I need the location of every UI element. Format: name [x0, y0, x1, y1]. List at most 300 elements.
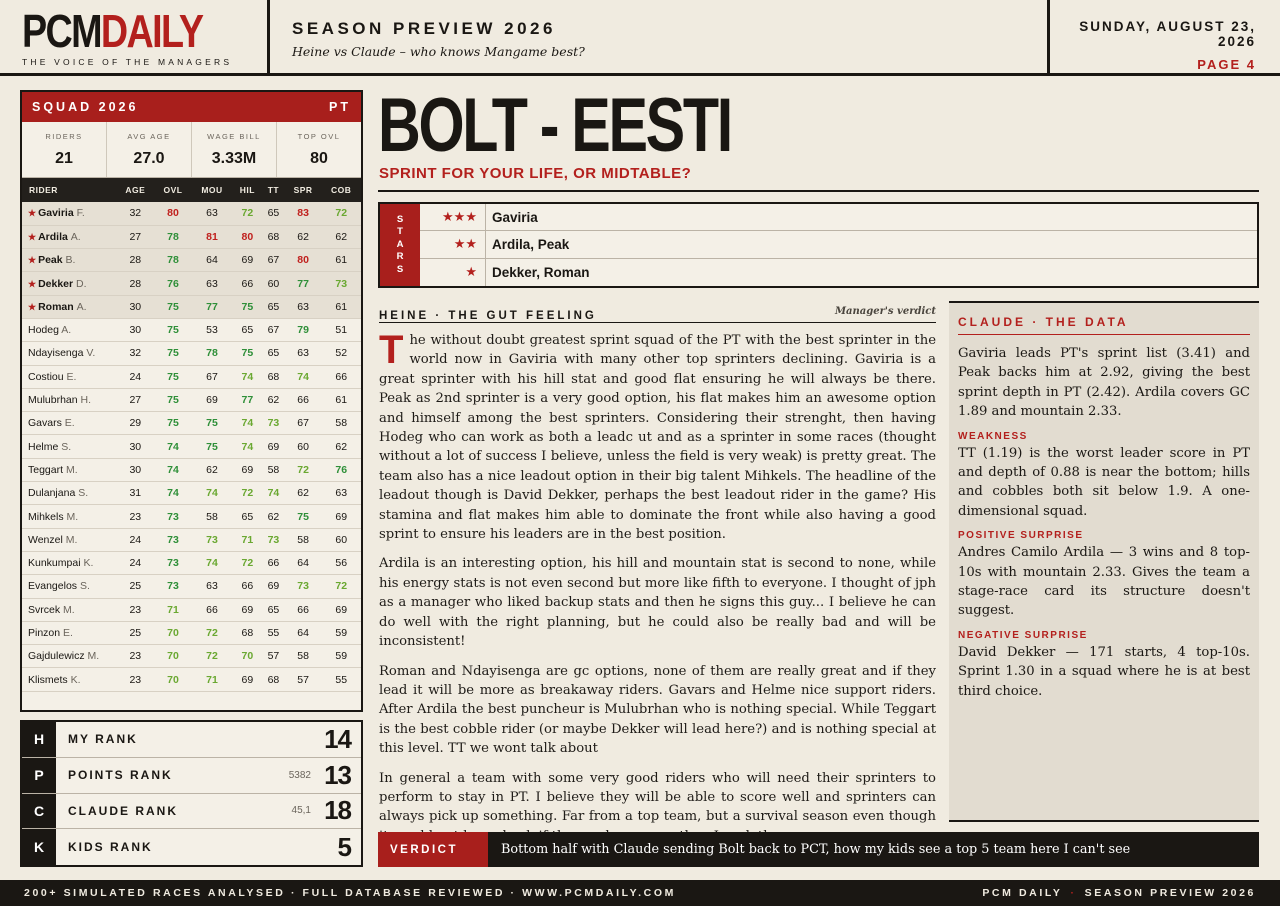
rider-tt: 67 — [262, 249, 285, 272]
claude-title: CLAUDE · THE DATA — [958, 315, 1250, 335]
squad-division: PT — [329, 100, 351, 114]
rider-hil: 69 — [233, 598, 262, 621]
rank-panel — [20, 720, 363, 867]
issue-info — [1047, 0, 1280, 73]
rider-tt: 68 — [262, 365, 285, 388]
stat-label: TOP OVL — [297, 132, 341, 141]
stars-box — [378, 202, 1259, 288]
rider-name: Dulanjana — [28, 487, 76, 500]
rider-tt: 62 — [262, 505, 285, 528]
rider-ovl: 70 — [155, 645, 192, 668]
side-letter: R — [396, 251, 404, 263]
rider-spr: 75 — [285, 505, 322, 528]
article-kicker: HEINE · THE GUT FEELING — [379, 310, 597, 322]
rider-row[interactable] — [22, 202, 361, 225]
rider-initial: M. — [63, 603, 75, 616]
rider-name-cell — [22, 505, 116, 528]
article-body — [379, 328, 936, 856]
section-title: SEASON PREVIEW 2026 — [292, 19, 556, 38]
rider-cob: 62 — [321, 225, 361, 248]
rider-row[interactable] — [22, 412, 361, 435]
col-age[interactable]: AGE — [116, 178, 155, 202]
rider-initial: B. — [65, 254, 76, 267]
rider-name-cell — [22, 272, 116, 295]
rider-age: 30 — [116, 295, 155, 318]
rider-initial: A. — [76, 300, 87, 313]
rider-name-cell — [22, 202, 116, 225]
rider-cob: 61 — [321, 249, 361, 272]
rider-spr: 64 — [285, 551, 322, 574]
rider-name-cell — [22, 435, 116, 458]
rider-row[interactable] — [22, 249, 361, 272]
rider-tt: 65 — [262, 342, 285, 365]
rider-initial: D. — [76, 277, 87, 290]
rider-row[interactable] — [22, 225, 361, 248]
rider-cob: 63 — [321, 482, 361, 505]
drop-cap: T — [379, 328, 404, 372]
rider-cob: 58 — [321, 412, 361, 435]
side-letter: S — [396, 213, 404, 225]
squad-title: SQUAD 2026 — [32, 100, 139, 114]
rider-name: Dekker — [38, 277, 74, 290]
rank-letter: P — [22, 758, 56, 793]
rider-cob: 69 — [321, 598, 361, 621]
rider-mou: 69 — [191, 388, 232, 411]
rider-initial: M. — [65, 533, 78, 546]
rider-spr: 57 — [285, 668, 322, 691]
rider-ovl: 74 — [155, 458, 192, 481]
rider-age: 27 — [116, 225, 155, 248]
rider-spr: 83 — [285, 202, 322, 225]
rider-ovl: 78 — [155, 249, 192, 272]
rider-spr: 64 — [285, 621, 322, 644]
rank-row-points — [22, 758, 361, 794]
col-hil[interactable]: HIL — [233, 178, 262, 202]
rider-hil: 75 — [233, 295, 262, 318]
col-ovl[interactable]: OVL — [155, 178, 192, 202]
rider-ovl: 78 — [155, 225, 192, 248]
rider-name: Wenzel — [28, 533, 63, 546]
rider-ovl: 73 — [155, 551, 192, 574]
rider-initial: E. — [66, 370, 77, 383]
positive-surprise-label: POSITIVE SURPRISE — [958, 530, 1084, 542]
rider-initial: A. — [70, 230, 81, 243]
rank-value: 13 — [324, 759, 351, 790]
rider-hil: 77 — [233, 388, 262, 411]
rider-age: 23 — [116, 598, 155, 621]
rider-mou: 72 — [191, 645, 232, 668]
footer-title: SEASON PREVIEW 2026 — [1084, 887, 1256, 899]
rider-name-cell — [22, 458, 116, 481]
squad-header — [22, 92, 361, 122]
rider-spr: 63 — [285, 342, 322, 365]
article-header — [379, 304, 936, 323]
rider-hil: 80 — [233, 225, 262, 248]
rider-name: Mulubrhan — [28, 394, 78, 407]
rider-name: Costiou — [28, 370, 64, 383]
section-subtitle: Heine vs Claude – who knows Mangame best? — [292, 44, 585, 59]
rider-row[interactable] — [22, 645, 361, 668]
rider-name-cell — [22, 388, 116, 411]
stat-value: 27.0 — [133, 150, 165, 167]
rider-hil: 72 — [233, 551, 262, 574]
rider-mou: 63 — [191, 575, 232, 598]
rider-spr: 62 — [285, 225, 322, 248]
rider-cob: 72 — [321, 575, 361, 598]
rider-name-cell — [22, 249, 116, 272]
rider-tt: 73 — [262, 412, 285, 435]
rider-initial: K. — [83, 557, 94, 570]
rider-row[interactable] — [22, 575, 361, 598]
rider-name: Pinzon — [28, 626, 61, 639]
rider-age: 27 — [116, 388, 155, 411]
rider-name: Klismets — [28, 673, 68, 686]
col-mou[interactable]: MOU — [191, 178, 232, 202]
article-paragraph: Ardila is an interesting option, his hill and mountain stat is second to none, while his energy stats is not even second but more like fifth to everyone. I thought of jph as a manager who liked backup stats and then he signs this guy... I believe he can do well with the right planning, but he could also be really bad and will be inconsistent! — [379, 556, 936, 650]
rider-age: 24 — [116, 528, 155, 551]
star-rating: ★ — [420, 259, 486, 286]
rank-sub: 5382 — [288, 769, 311, 781]
rider-table — [22, 178, 361, 692]
col-tt[interactable]: TT — [262, 178, 285, 202]
rider-tt: 65 — [262, 202, 285, 225]
rider-row[interactable] — [22, 365, 361, 388]
stat-value: 3.33M — [211, 150, 257, 167]
rider-name: Gavars — [28, 417, 62, 430]
rider-table-header — [22, 178, 361, 202]
stat-label: RIDERS — [45, 132, 83, 141]
rider-mou: 74 — [191, 482, 232, 505]
col-spr[interactable]: SPR — [285, 178, 322, 202]
rider-hil: 72 — [233, 202, 262, 225]
rank-value: 5 — [337, 831, 351, 862]
rider-cob: 59 — [321, 621, 361, 644]
rider-tt: 69 — [262, 435, 285, 458]
rider-tt: 66 — [262, 551, 285, 574]
rider-tt: 65 — [262, 598, 285, 621]
stat-riders — [22, 122, 107, 177]
rank-value: 14 — [324, 723, 351, 754]
rider-spr: 67 — [285, 412, 322, 435]
headline: BOLT - EESTI — [378, 83, 731, 168]
rank-label: MY RANK — [68, 732, 138, 747]
rider-tt: 65 — [262, 295, 285, 318]
star-riders: Gaviria — [492, 209, 538, 225]
rider-initial: M. — [87, 650, 100, 663]
rider-row[interactable] — [22, 598, 361, 621]
rider-hil: 66 — [233, 575, 262, 598]
rank-row-kids — [22, 829, 361, 865]
rider-cob: 66 — [321, 365, 361, 388]
rider-hil: 74 — [233, 435, 262, 458]
rider-ovl: 74 — [155, 482, 192, 505]
rider-name: Svrcek — [28, 603, 61, 616]
rider-spr: 73 — [285, 575, 322, 598]
rider-age: 23 — [116, 505, 155, 528]
subheadline: SPRINT FOR YOUR LIFE, OR MIDTABLE? — [379, 165, 692, 182]
rider-initial: M. — [66, 510, 79, 523]
rider-spr: 72 — [285, 458, 322, 481]
rider-name: Teggart — [28, 463, 64, 476]
rider-name-cell — [22, 225, 116, 248]
rider-hil: 72 — [233, 482, 262, 505]
rider-row[interactable] — [22, 551, 361, 574]
positive-surprise-text: Andres Camilo Ardila — 3 wins and 8 top-10s with mountain 2.33. Gives the team a stage-race card its structure doesn't suggest. — [958, 545, 1250, 619]
rider-hil: 74 — [233, 412, 262, 435]
rider-age: 24 — [116, 365, 155, 388]
rider-name-cell — [22, 412, 116, 435]
stat-wage-bill — [192, 122, 277, 177]
rider-name-cell — [22, 365, 116, 388]
rider-spr: 66 — [285, 598, 322, 621]
rank-row-claude — [22, 794, 361, 830]
rider-mou: 78 — [191, 342, 232, 365]
rider-tt: 73 — [262, 528, 285, 551]
side-letter: A — [396, 238, 404, 250]
rider-cob: 55 — [321, 668, 361, 691]
rider-hil: 69 — [233, 249, 262, 272]
rider-name: Mihkels — [28, 510, 64, 523]
rider-tt: 69 — [262, 575, 285, 598]
issue-date: SUNDAY, AUGUST 23, 2026 — [1079, 19, 1256, 49]
star-riders: Ardila, Peak — [492, 236, 570, 252]
rider-mou: 72 — [191, 621, 232, 644]
rider-name-cell — [22, 668, 116, 691]
rider-row[interactable] — [22, 528, 361, 551]
rider-hil: 71 — [233, 528, 262, 551]
rider-cob: 69 — [321, 505, 361, 528]
rider-ovl: 75 — [155, 342, 192, 365]
rider-hil: 65 — [233, 505, 262, 528]
claude-intro: Gaviria leads PT's sprint list (3.41) and Peak backs him at 2.92, giving the best sprint depth in PT (2.42). Ardila covers GC 1.89 and mountain 2.33. — [958, 346, 1250, 420]
rider-row[interactable] — [22, 435, 361, 458]
rider-table-body — [22, 202, 361, 691]
star-icon: ★ — [28, 278, 37, 289]
rider-ovl: 75 — [155, 318, 192, 341]
rider-hil: 70 — [233, 645, 262, 668]
stat-label: AVG AGE — [127, 132, 171, 141]
rider-tt: 57 — [262, 645, 285, 668]
rider-ovl: 71 — [155, 598, 192, 621]
rank-letter: K — [22, 829, 56, 865]
rider-mou: 63 — [191, 272, 232, 295]
rider-initial: K. — [70, 673, 81, 686]
stat-value: 80 — [310, 150, 328, 167]
rider-name: Ardila — [38, 230, 68, 243]
section-header — [292, 19, 585, 59]
rider-ovl: 75 — [155, 295, 192, 318]
rider-name-cell — [22, 645, 116, 668]
rider-age: 23 — [116, 645, 155, 668]
rider-row[interactable] — [22, 668, 361, 691]
rider-age: 29 — [116, 412, 155, 435]
rider-spr: 60 — [285, 435, 322, 458]
rider-initial: S. — [79, 580, 90, 593]
rider-row[interactable] — [22, 318, 361, 341]
rider-name: Kunkumpai — [28, 557, 81, 570]
rider-spr: 66 — [285, 388, 322, 411]
rider-cob: 61 — [321, 388, 361, 411]
rider-age: 25 — [116, 621, 155, 644]
rank-letter: C — [22, 794, 56, 829]
rider-mou: 81 — [191, 225, 232, 248]
rider-cob: 60 — [321, 528, 361, 551]
article-paragraph: Roman and Ndayisenga are gc options, none of them are really great and if they lead it will be more as breakaway riders. Gavars and Helme nice support riders. After Ardila the best puncheur is Mulubrhan who is nothing special. While Teggart is the best cobble rider (or maybe Dekker will lead here?) and is nothing special at this level. TT we wont talk about — [379, 663, 936, 757]
footer-brand: PCM DAILY — [982, 887, 1063, 899]
rider-hil: 65 — [233, 318, 262, 341]
article-paragraph — [379, 328, 936, 544]
col-cob[interactable]: COB — [321, 178, 361, 202]
rider-mou: 73 — [191, 528, 232, 551]
rider-hil: 68 — [233, 621, 262, 644]
rank-label: KIDS RANK — [68, 840, 153, 855]
rider-ovl: 73 — [155, 505, 192, 528]
rider-name-cell — [22, 295, 116, 318]
rider-mou: 67 — [191, 365, 232, 388]
verdict-label: VERDICT — [378, 832, 488, 867]
rider-row[interactable] — [22, 388, 361, 411]
rider-spr: 79 — [285, 318, 322, 341]
rider-mou: 62 — [191, 458, 232, 481]
claude-data-box — [949, 301, 1259, 822]
rider-mou: 58 — [191, 505, 232, 528]
rider-row[interactable] — [22, 458, 361, 481]
stars-row-1 — [420, 259, 1257, 286]
rider-mou: 75 — [191, 412, 232, 435]
rider-age: 25 — [116, 575, 155, 598]
rider-initial: M. — [65, 463, 78, 476]
rider-name-cell — [22, 551, 116, 574]
footer-left[interactable]: 200+ SIMULATED RACES ANALYSED · FULL DATABASE REVIEWED · WWW.PCMDAILY.COM — [24, 887, 676, 899]
rider-name: Hodeg — [28, 324, 59, 337]
negative-surprise-text: David Dekker — 171 starts, 4 top-10s. Sprint 1.30 in a squad where he is at best third choice. — [958, 644, 1250, 699]
masthead — [0, 0, 1280, 76]
rider-age: 32 — [116, 342, 155, 365]
footer-dot: · — [1070, 887, 1077, 899]
star-riders: Dekker, Roman — [492, 264, 590, 280]
side-letter: S — [396, 263, 404, 275]
rider-cob: 51 — [321, 318, 361, 341]
rider-ovl: 75 — [155, 388, 192, 411]
rider-age: 31 — [116, 482, 155, 505]
rider-tt: 74 — [262, 482, 285, 505]
rider-hil: 69 — [233, 458, 262, 481]
rider-row[interactable] — [22, 295, 361, 318]
rank-label: POINTS RANK — [68, 768, 173, 783]
rider-row[interactable] — [22, 342, 361, 365]
rider-row[interactable] — [22, 482, 361, 505]
rider-name-cell — [22, 598, 116, 621]
rider-cob: 73 — [321, 272, 361, 295]
star-rating: ★★ — [420, 231, 486, 257]
rider-cob: 56 — [321, 551, 361, 574]
rider-spr: 58 — [285, 645, 322, 668]
rider-initial: A. — [61, 324, 72, 337]
rider-age: 30 — [116, 318, 155, 341]
rider-name: Gajdulewicz — [28, 650, 85, 663]
rider-ovl: 75 — [155, 412, 192, 435]
paragraph-text: he without doubt greatest sprint squad of the PT with the best sprinter in the world now in Gaviria with many other top sprinters declining. Gaviria is a great sprinter with his hill stat and good flat ensuring he will always be there. Peak as 2nd sprinter is a very good option, his flat makes him an awesome option and himself among the best sprinters. Considering their strenght, then having Hodeg who can work as both a leadc ut and as a sprinter in some races (thought without a lot of success I believe, unless the field is very weak) is pretty great. The team also has a nice leadout option in their big talent Mihkels. The headline of the leadout though is David Dekker, perhaps the best leadout rider in the game? His stamina and flat makes him able to dominate the front while also having a good sprint to ensure his leaders are in the best position. — [379, 333, 936, 543]
rider-initial: S. — [78, 487, 89, 500]
rider-initial: E. — [63, 626, 73, 639]
rider-cob: 52 — [321, 342, 361, 365]
logo[interactable] — [22, 5, 223, 57]
rider-name: Peak — [38, 254, 63, 267]
rider-cob: 59 — [321, 645, 361, 668]
rider-tt: 62 — [262, 388, 285, 411]
rider-cob: 61 — [321, 295, 361, 318]
rider-mou: 75 — [191, 435, 232, 458]
weakness-text: TT (1.19) is the worst leader score in PT and depth of 0.88 is near the bottom; hills and cobbles both sit below 1.9. A one-dimensional squad. — [958, 445, 1250, 519]
logo-block — [0, 0, 270, 73]
stat-top-ovl — [277, 122, 361, 177]
rider-name-cell — [22, 621, 116, 644]
star-icon: ★ — [28, 231, 37, 242]
rider-row[interactable] — [22, 272, 361, 295]
rider-mou: 77 — [191, 295, 232, 318]
article-verdict-tag: Manager's verdict — [834, 306, 936, 317]
col-rider[interactable]: RIDER — [22, 178, 116, 202]
rider-mou: 71 — [191, 668, 232, 691]
rider-spr: 62 — [285, 482, 322, 505]
rider-age: 23 — [116, 668, 155, 691]
rider-ovl: 70 — [155, 621, 192, 644]
rank-row-my — [22, 722, 361, 758]
rider-ovl: 80 — [155, 202, 192, 225]
rider-name: Gaviria — [38, 207, 74, 220]
divider — [378, 190, 1259, 192]
rider-tt: 67 — [262, 318, 285, 341]
rank-value: 18 — [324, 795, 351, 826]
star-icon: ★ — [28, 208, 37, 219]
rider-tt: 68 — [262, 668, 285, 691]
star-icon: ★ — [28, 301, 37, 312]
verdict-text: Bottom half with Claude sending Bolt back to PCT, how my kids see a top 5 team here I can't see — [501, 842, 1131, 857]
squad-panel — [20, 90, 363, 712]
stat-value: 21 — [55, 150, 73, 167]
rider-cob: 72 — [321, 202, 361, 225]
rider-row[interactable] — [22, 505, 361, 528]
rider-age: 30 — [116, 435, 155, 458]
rider-age: 28 — [116, 249, 155, 272]
side-letter: T — [397, 226, 403, 238]
article-paragraph: In general a team with some very good riders who will need their sprinters to perform to stay in PT. I believe they will be able to score well and sprinters can always pick up something. Far from a top team, but a survival season even though — [379, 770, 936, 825]
logo-pcm: PCM — [22, 5, 101, 57]
logo-tagline: THE VOICE OF THE MANAGERS — [22, 57, 233, 67]
rider-initial: S. — [61, 440, 72, 453]
rider-ovl: 75 — [155, 365, 192, 388]
rider-name-cell — [22, 482, 116, 505]
rider-ovl: 73 — [155, 528, 192, 551]
rider-initial: E. — [64, 417, 75, 430]
rider-ovl: 76 — [155, 272, 192, 295]
rider-spr: 80 — [285, 249, 322, 272]
rider-tt: 68 — [262, 225, 285, 248]
rider-initial: V. — [86, 347, 96, 360]
rider-mou: 63 — [191, 202, 232, 225]
rider-tt: 55 — [262, 621, 285, 644]
rider-age: 24 — [116, 551, 155, 574]
rider-row[interactable] — [22, 621, 361, 644]
rank-letter: H — [22, 722, 56, 757]
footer-right — [982, 887, 1256, 899]
rider-age: 28 — [116, 272, 155, 295]
footer — [0, 880, 1280, 906]
verdict-bar — [378, 832, 1259, 867]
rider-name: Evangelos — [28, 580, 78, 593]
rider-name: Roman — [38, 300, 74, 313]
page-number: PAGE 4 — [1197, 57, 1256, 72]
